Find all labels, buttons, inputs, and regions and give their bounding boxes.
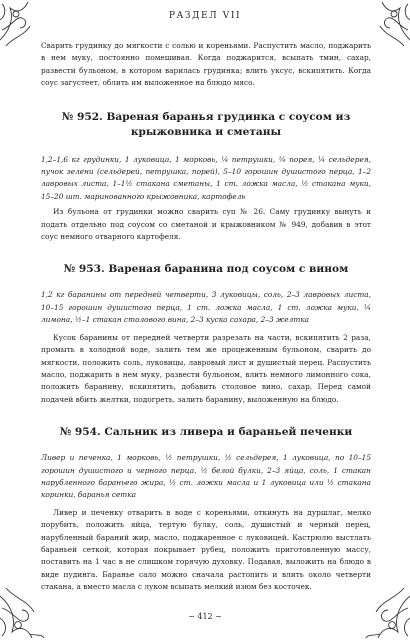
- section-header: РАЗДЕЛ VII: [168, 11, 242, 21]
- recipe-step: Ливер и печенку отварить в воде с кореньями, откинуть на дуршлаг, мелко порубить, положить яйца, тертую булку, соль, душистый и черный перец, нарубленный бараний жир, масло, поджаренное с луковицей. Кастрюлю выстлать бараньей сеткой, которая покрывает рубец, положить приготовленную массу, поставить на 1 час в не слишком горячую духовку. Подавая, выложить на блюдо в виде пудинга. Баранье сало можно сначала растопить и влить около четверти стакана, а вместо масла с луком всыпать мелкий изюм без косточек.: [41, 507, 371, 592]
- recipe-952: [41, 110, 371, 244]
- recipe-title: № 954. Сальник из ливера и бараньей печенки: [59, 426, 353, 439]
- recipe-954: [41, 425, 371, 593]
- recipe-title: № 953. Вареная баранина под соусом с вином: [63, 263, 349, 276]
- page-number: ~ 412 ~: [188, 612, 222, 621]
- recipe-ingredients: 1,2–1,6 кг грудинки, 1 луковица, 1 морковь, ¼ петрушки, ¼ порея, ¼ сельдерея, пучок зелени (сельдерей, петрушка, порей), 5–10 горошин душистого перца, 1–2 лавровых листа, 1–1½ стакана сметаны, 1 ст. ложка масла, ½ стакана муки, 15–20 шт. маринованного крыжовника, картофель: [41, 154, 371, 201]
- recipe-953: [41, 262, 371, 406]
- recipe-step: Кусок баранины от передней четверти разрезать на части, вскипятить 2 раза, промыть в холодной воде, залить тем же процеженным бульоном, сварить до мягкости, положить соль, луковицы, лавровый лист и душистый перец. Распустить масло, поджарить в нем муку, развести бульоном, влить немного лимонного сока, положить баранину, вскипятить, добавить столовое вино, сахар. Перед самой подачей вбить желтки, подогреть, залить баранину, выложенную на блюдо.: [41, 332, 371, 404]
- recipe-ingredients: 1,2 кг баранины от передней четверти, 3 луковицы, соль, 2–3 лавровых листа, 10–15 горошин душистого перца, 1 ст. ложка масла, 1 ст. ложка муки, ¼ лимона, ½–1 стакан столового вина, 2–3 куска сахара, 2–3 желтка: [41, 290, 371, 325]
- page-content: [41, 40, 371, 594]
- recipe-step: Из бульона от грудинки можно сварить суп № 26. Саму грудинку вынуть и подать отдельно под соусом со сметаной и крыжовником № 949, добавив в этот соус немного отварного картофеля.: [41, 207, 371, 242]
- recipe-title: № 952. Вареная баранья грудинка с соусом из крыжовника и сметаны: [61, 110, 351, 138]
- recipe-ingredients: Ливер и печенка, 1 морковь, ½ петрушки, ½ сельдерея, 1 луковица, по 10–15 горошин душистого и черного перца, ½ белой булки, 2–3 яйца, соль, 1 стакан нарубленного бараньего жира, ½ ст. ложки масла и 1 луковица или ½ стакана коринки, баранья сетка: [41, 453, 371, 500]
- intro-paragraph: Сварить грудинку до мягкости с солью и кореньями. Распустить масло, поджарить в нем муку, постоянно помешивая. Когда поджарится, всыпать тмин, сахар, развести бульоном, в котором варилась грудинка; влить уксус, вскипятить. Когда соус загустеет, облить им выложенное на блюдо мясо.: [41, 41, 371, 88]
